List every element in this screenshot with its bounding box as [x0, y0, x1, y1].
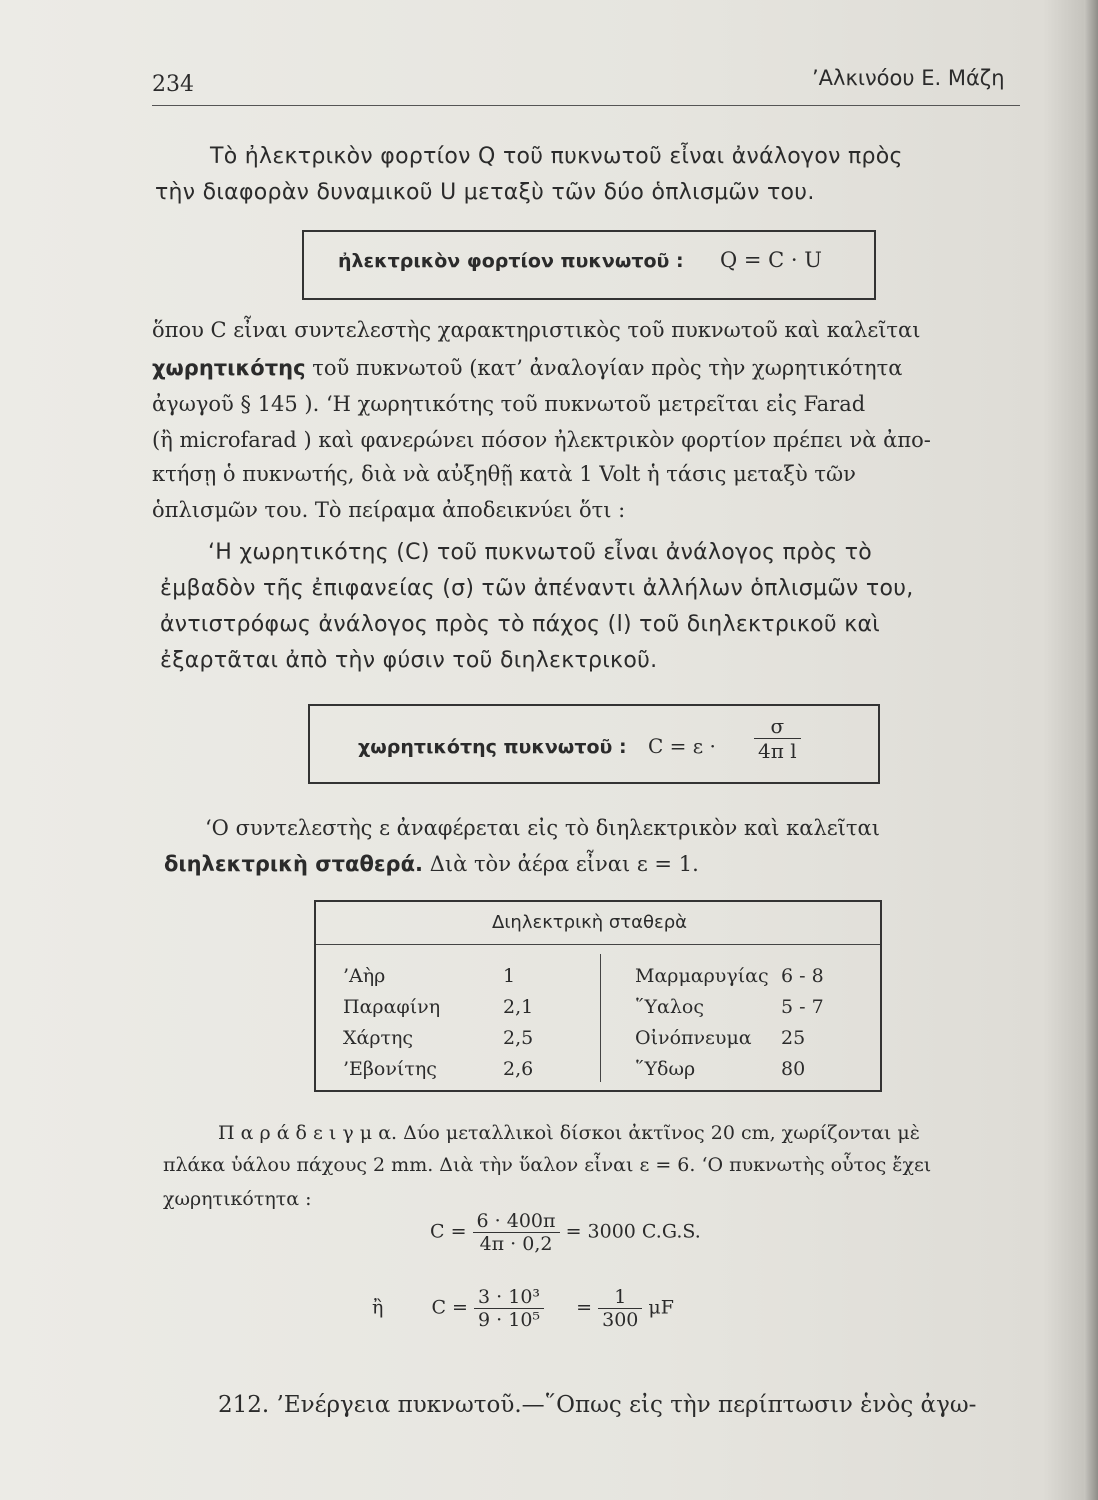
material-value: 1 — [503, 964, 516, 987]
example-line-1-text: Δύο μεταλλικοὶ δίσκοι ἀκτῖνος 20 cm, χωρίζονται μὲ — [403, 1122, 920, 1144]
eq1-fraction — [473, 1210, 560, 1255]
law-line-1: ‘Η χωρητικότης (C) τοῦ πυκνωτοῦ εἶναι ἀνάλογος πρὸς τὸ — [208, 540, 873, 565]
eq2-fraction-2 — [598, 1286, 642, 1331]
section-title-rest: —῞Οπως εἰς τὴν περίπτωσιν ἑνὸς ἀγω- — [521, 1392, 977, 1418]
eq2-numerator-2: 1 — [614, 1286, 627, 1308]
paragraph1-line-4: (ἢ microfarad ) καὶ φανερώνει πόσον ἠλεκτρικὸν φορτίον πρέπει νὰ ἀπο- — [152, 428, 931, 452]
example-line-3: χωρητικότητα : — [163, 1188, 312, 1210]
paragraph2-line-1: ‘Ο συντελεστὴς ε ἀναφέρεται εἰς τὸ διηλεκτρικὸν καὶ καλεῖται — [205, 816, 880, 840]
table-row — [634, 960, 825, 991]
eq2-denominator: 9 · 10⁵ — [474, 1308, 544, 1331]
eq2-unit: μF — [648, 1296, 674, 1319]
paragraph2-line-2-rest: Διὰ τὸν ἀέρα εἶναι ε = 1. — [429, 852, 699, 876]
material-name: ’Εβονίτης — [343, 1057, 437, 1080]
page-number: 234 — [152, 72, 194, 97]
example-equation-1 — [430, 1210, 701, 1255]
paragraph1-line-1: ὅπου C εἶναι συντελεστὴς χαρακτηριστικὸς τοῦ πυκνωτοῦ καὶ καλεῖται — [152, 318, 921, 342]
paragraph1-line-2 — [152, 356, 902, 380]
eq2-denominator-2: 300 — [598, 1308, 642, 1331]
table-row — [634, 1022, 825, 1053]
material-value: 5 - 7 — [781, 995, 824, 1018]
eq1-rhs: = 3000 C.G.S. — [565, 1220, 701, 1243]
term-capacitance: χωρητικότης — [152, 356, 306, 380]
formula-label: ἠλεκτρικὸν φορτίον πυκνωτοῦ : — [338, 250, 684, 272]
eq2-fraction — [474, 1286, 544, 1331]
example-line-2: πλάκα ὑάλου πάχους 2 mm. Διὰ τὴν ὕαλον εἶναι ε = 6. ‘Ο πυκνωτὴς οὗτος ἔχει — [163, 1154, 932, 1176]
material-value: 2,6 — [503, 1057, 534, 1080]
term-dielectric-constant: διηλεκτρικὴ σταθερά. — [164, 852, 423, 876]
eq2-numerator: 3 · 10³ — [478, 1286, 541, 1308]
example-line-1 — [218, 1122, 920, 1144]
formula2-label: χωρητικότης πυκνωτοῦ : — [358, 736, 627, 758]
formula2-fraction — [754, 714, 801, 763]
section-title: ’Ενέργεια πυκνωτοῦ. — [276, 1392, 522, 1418]
table-title-rule — [316, 944, 880, 945]
table-row — [342, 960, 534, 991]
formula-box-charge — [302, 230, 876, 300]
table-row — [342, 991, 534, 1022]
eq1-lhs: C = — [430, 1220, 467, 1243]
paragraph1-line-3: ἀγωγοῦ § 145 ). ‘Η χωρητικότης τοῦ πυκνωτοῦ μετρεῖται εἰς Farad — [152, 392, 866, 416]
material-value: 2,1 — [503, 995, 534, 1018]
material-value: 6 - 8 — [781, 964, 824, 987]
formula2-numerator: σ — [770, 714, 785, 738]
material-name: Οἰνόπνευμα — [635, 1026, 752, 1049]
material-value: 80 — [781, 1057, 806, 1080]
eq2-equals: = — [576, 1296, 593, 1319]
intro-line-1: Τὸ ἠλεκτρικὸν φορτίον Q τοῦ πυκνωτοῦ εἶναι ἀνάλογον πρὸς — [210, 144, 903, 169]
formula2-lhs: C = ε · — [648, 734, 716, 758]
table-right-column — [634, 960, 825, 1084]
table-row — [634, 991, 825, 1022]
table-column-divider — [600, 954, 601, 1082]
law-line-3: ἀντιστρόφως ἀνάλογος πρὸς τὸ πάχος (l) τοῦ διηλεκτρικοῦ καὶ — [160, 612, 881, 637]
formula2-denominator: 4π l — [754, 738, 801, 763]
table-row — [634, 1053, 825, 1084]
eq1-denominator: 4π · 0,2 — [473, 1232, 560, 1255]
header-rule — [152, 105, 1020, 106]
eq2-or: ἢ — [372, 1296, 384, 1319]
section-heading — [218, 1392, 976, 1418]
material-name: Μαρμαρυγίας — [635, 964, 769, 987]
running-header-author: ’Αλκινόου Ε. Μάζη — [812, 66, 1005, 90]
example-equation-2 — [372, 1286, 674, 1331]
eq2-lhs: C = — [431, 1296, 468, 1319]
example-label: Π α ρ ά δ ε ι γ μ α. — [218, 1122, 398, 1144]
intro-line-2: τὴν διαφορὰν δυναμικοῦ U μεταξὺ τῶν δύο ὁπλισμῶν του. — [155, 180, 815, 205]
page-edge — [1084, 0, 1098, 1500]
paragraph2-line-2 — [164, 852, 699, 876]
table-row — [342, 1053, 534, 1084]
material-name: ῞Υδωρ — [635, 1057, 696, 1080]
material-value: 25 — [781, 1026, 806, 1049]
dielectric-table — [314, 900, 882, 1092]
law-line-2: ἐμβαδὸν τῆς ἐπιφανείας (σ) τῶν ἀπέναντι ἀλλήλων ὁπλισμῶν του, — [160, 576, 914, 601]
eq1-numerator: 6 · 400π — [476, 1210, 556, 1232]
material-name: Χάρτης — [343, 1026, 414, 1049]
section-number: 212. — [218, 1392, 270, 1418]
material-value: 2,5 — [503, 1026, 534, 1049]
paragraph1-line-5: κτήσῃ ὁ πυκνωτής, διὰ νὰ αὐξηθῇ κατὰ 1 Volt ἡ τάσις μεταξὺ τῶν — [152, 462, 856, 486]
table-left-column — [342, 960, 534, 1084]
table-title: Διηλεκτρικὴ σταθερὰ — [492, 912, 688, 933]
material-name: Παραφίνη — [343, 995, 441, 1018]
material-name: ’Αὴρ — [343, 964, 386, 987]
law-line-4: ἐξαρτᾶται ἀπὸ τὴν φύσιν τοῦ διηλεκτρικοῦ. — [160, 648, 658, 673]
formula-box-capacitance — [308, 704, 880, 784]
material-name: ῞Υαλος — [635, 995, 704, 1018]
paragraph1-line-6: ὁπλισμῶν του. Τὸ πείραμα ἀποδεικνύει ὅτι : — [152, 498, 626, 522]
table-row — [342, 1022, 534, 1053]
paragraph1-line-2-rest: τοῦ πυκνωτοῦ (κατ’ ἀναλογίαν πρὸς τὴν χωρητικότητα — [312, 356, 903, 380]
formula-expression: Q = C · U — [720, 248, 822, 272]
